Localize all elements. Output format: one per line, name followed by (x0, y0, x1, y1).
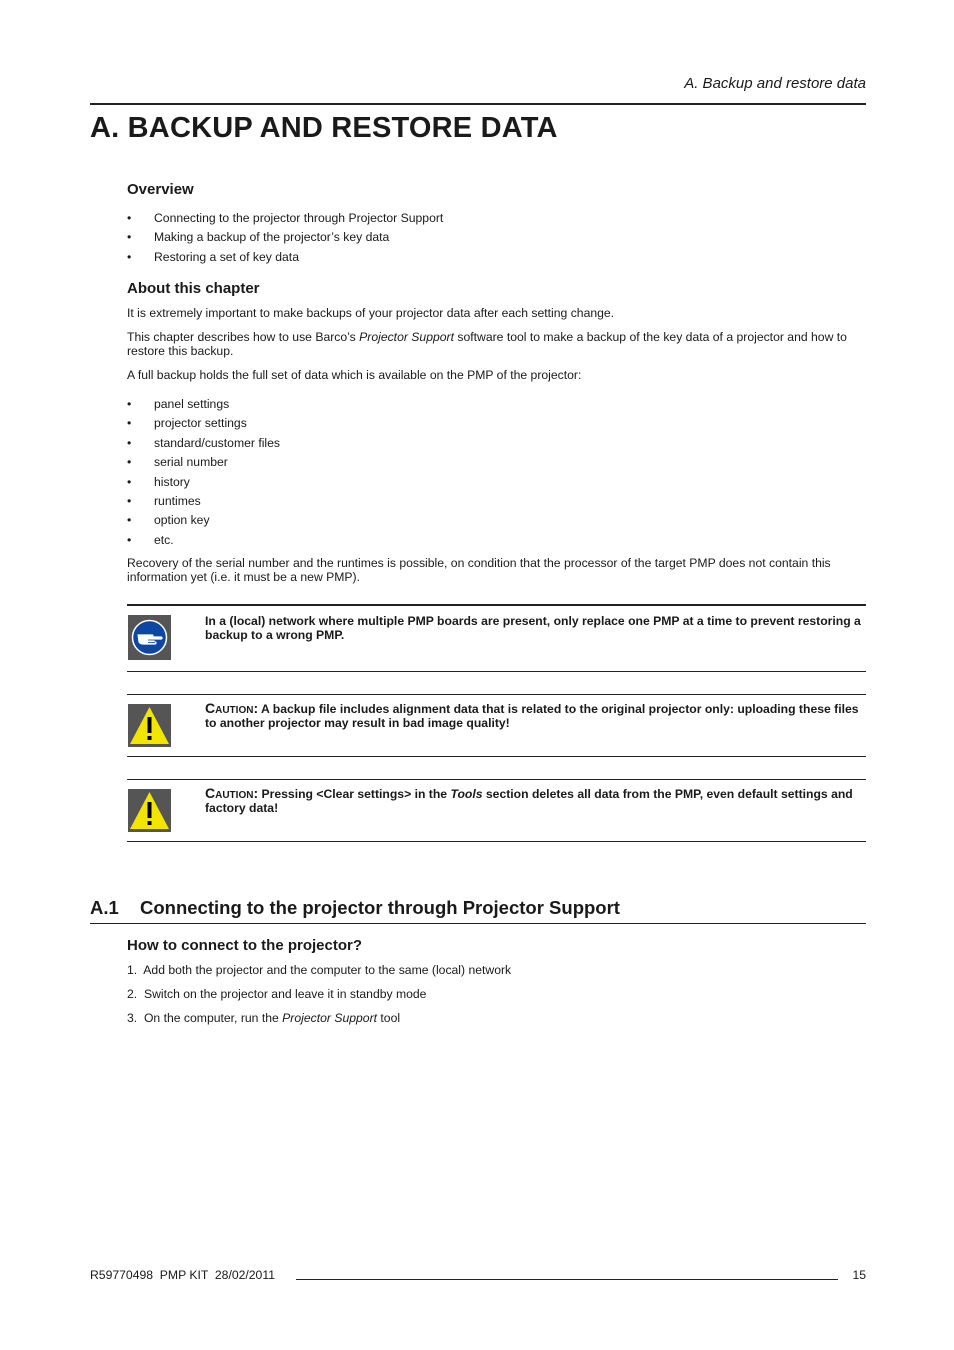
list-item: • panel settings (127, 397, 280, 416)
tools-term: Tools (450, 787, 483, 801)
text-span: software tool to make a backup of the key data of a projector and how to restore this backup. (127, 330, 847, 358)
divider (127, 779, 866, 780)
section-title: Connecting to the projector through Projector Support (140, 897, 620, 918)
running-header: A. Backup and restore data (684, 75, 866, 92)
divider (127, 671, 866, 672)
page-number: 15 (852, 1268, 866, 1282)
caution-box (127, 694, 866, 758)
step-text: Switch on the projector and leave it in standby mode (143, 987, 427, 1001)
caution-text (205, 701, 866, 730)
text-span: A backup file includes alignment data that is related to the original projector only: uploading these files to another projector may result in bad image quality! (205, 702, 859, 730)
divider (127, 604, 866, 606)
footer-doc-id: R59770498 PMP KIT 28/02/2011 (90, 1268, 275, 1282)
tool-name: Projector Support (282, 1011, 378, 1025)
tool-name: Projector Support (359, 330, 454, 344)
list-item: • standard/customer files (127, 436, 280, 455)
list-item: • Restoring a set of key data (127, 250, 443, 269)
about-paragraph-2 (127, 330, 867, 358)
step-item (127, 1011, 511, 1035)
list-item: • Connecting to the projector through Projector Support (127, 211, 443, 230)
caution-label: Caution: (205, 785, 259, 801)
about-paragraph-3: A full backup holds the full set of data which is available on the PMP of the projector: (127, 368, 582, 382)
text-span: section deletes all data from the PMP, even default settings and factory data! (205, 787, 853, 815)
overview-list (127, 211, 443, 269)
list-item: • Making a backup of the projector’s key data (127, 230, 443, 249)
text-span: Pressing <Clear settings> in the (258, 787, 451, 801)
list-item: • projector settings (127, 416, 280, 435)
list-item: • serial number (127, 455, 280, 474)
pointing-hand-icon (128, 615, 171, 659)
steps-list (127, 963, 511, 1035)
caution-box (127, 779, 866, 844)
divider (127, 694, 866, 695)
list-item: • history (127, 475, 280, 494)
list-item: • etc. (127, 533, 280, 552)
step-text: Add both the projector and the computer to the same (local) network (143, 963, 512, 977)
caution-label: Caution: (205, 700, 259, 716)
backup-contents-list (127, 397, 280, 552)
overview-heading: Overview (127, 181, 194, 198)
step-text: tool (377, 1011, 401, 1025)
warning-triangle-icon (128, 704, 171, 748)
warning-triangle-icon (128, 789, 171, 833)
step-text: On the computer, run the (143, 1011, 283, 1025)
divider (127, 756, 866, 757)
footer-rule (296, 1279, 838, 1280)
caution-text (205, 786, 866, 815)
divider (127, 841, 866, 842)
step-item (127, 987, 511, 1011)
about-heading: About this chapter (127, 280, 260, 297)
step-number: 1. (127, 963, 138, 977)
step-item (127, 963, 511, 987)
note-box (127, 604, 866, 673)
list-item: • option key (127, 513, 280, 532)
header-rule (90, 103, 866, 105)
about-paragraph-4: Recovery of the serial number and the runtimes is possible, on condition that the processor of the target PMP does not contain this information yet (i.e. it must be a new PMP). (127, 556, 831, 584)
list-item: • runtimes (127, 494, 280, 513)
section-number: A.1 (90, 897, 119, 918)
step-number: 3. (127, 1011, 138, 1025)
section-rule (90, 923, 866, 924)
about-paragraph-1: It is extremely important to make backups of your projector data after each setting change. (127, 306, 615, 320)
section-heading (90, 897, 620, 919)
how-to-heading: How to connect to the projector? (127, 937, 362, 954)
step-number: 2. (127, 987, 138, 1001)
text-span: This chapter describes how to use Barco’s (127, 330, 360, 344)
page-title: A. BACKUP AND RESTORE DATA (90, 112, 558, 144)
note-text: In a (local) network where multiple PMP boards are present, only replace one PMP at a time to prevent restoring a backup to a wrong PMP. (205, 614, 861, 642)
